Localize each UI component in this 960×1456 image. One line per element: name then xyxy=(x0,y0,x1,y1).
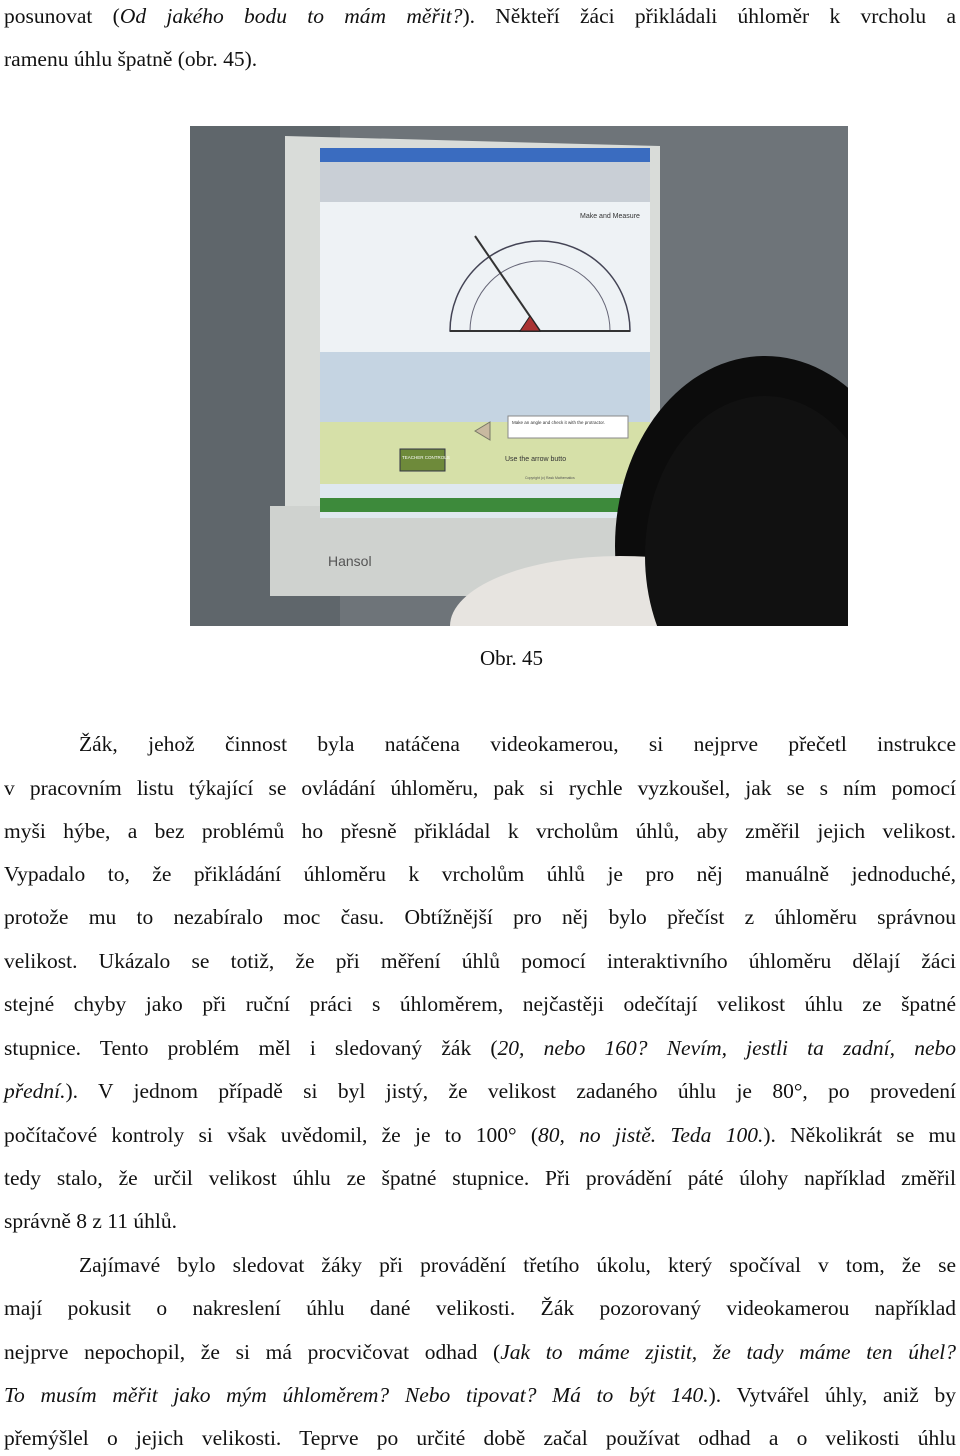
text-span: počítačové kontroly si však uvědomil, že je to 100° ( xyxy=(4,1123,539,1147)
text-span: ). Vytvářel úhly, aniž by xyxy=(708,1383,956,1407)
text-span: ). V jednom případě si byl jistý, že velikost zadaného úhlu je 80°, po provedení xyxy=(65,1079,956,1103)
text-line: myši hýbe, a bez problémů ho přesně přikládal k vrcholům úhlů, aby změřil jejich velikost. xyxy=(4,819,956,843)
text-span: nejprve nepochopil, že si má procvičovat odhad ( xyxy=(4,1340,501,1364)
teacher-controls-button: TEACHER CONTROLS xyxy=(402,455,450,460)
italic-quote: 20, nebo 160? Nevím, jestli ta zadní, nebo xyxy=(497,1036,956,1060)
monitor-brand: Hansol xyxy=(328,553,372,569)
text-span: stupnice. Tento problém měl i sledovaný žák ( xyxy=(4,1036,498,1060)
italic-quote: přední. xyxy=(4,1079,66,1103)
text-line: tedy stalo, že určil velikost úhlu ze špatné stupnice. Při provádění páté úlohy například změřil xyxy=(4,1166,956,1190)
text-line: mají pokusit o nakreslení úhlu dané velikosti. Žák pozorovaný videokamerou například xyxy=(4,1296,956,1320)
text-line: v pracovním listu týkající se ovládání úhloměru, pak si rychle vyzkoušel, jak se s ním pomocí xyxy=(4,776,956,800)
monitor-photo-drawing xyxy=(190,126,848,626)
text-line: správně 8 z 11 úhlů. xyxy=(4,1209,177,1233)
text-line: přemýšlel o jejich velikosti. Teprve po určité době začal používat odhad a o velikosti úhlu xyxy=(4,1426,956,1450)
italic-quote: Jak to máme zjistit, že tady máme ten úhel? xyxy=(500,1340,956,1364)
text-line: protože mu to nezabíralo moc času. Obtížnější pro něj bylo přečíst z úhloměru správnou xyxy=(4,905,956,929)
text-line: Žák, jehož činnost byla natáčena videokamerou, si nejprve přečetl instrukce xyxy=(79,732,956,756)
text-line xyxy=(4,2,956,30)
text-line xyxy=(4,1381,956,1409)
screen-heading: Make and Measure xyxy=(580,213,640,220)
text-span: ). Několikrát se mu xyxy=(763,1123,956,1147)
italic-quote: Od jakého bodu to mám měřit? xyxy=(119,4,463,28)
instruction-box: Make an angle and check it with the protractor. xyxy=(512,420,606,425)
italic-quote: To musím měřit jako mým úhloměrem? Nebo tipovat? Má to být 140. xyxy=(4,1383,709,1407)
text-line xyxy=(4,1034,956,1062)
text-line xyxy=(4,1077,956,1105)
text-line: velikost. Ukázalo se totiž, že při měření úhlů pomocí interaktivního úhloměru dělají žáci xyxy=(4,949,956,973)
copyright-text: Copyright (c) Rask Mathematics xyxy=(525,476,575,480)
hint-text: Use the arrow butto xyxy=(505,456,567,463)
text-line xyxy=(4,1121,956,1149)
figure-caption: Obr. 45 xyxy=(480,646,543,670)
text-span: ). Někteří žáci přikládali úhloměr k vrcholu a xyxy=(462,4,956,28)
text-line: ramenu úhlu špatně (obr. 45). xyxy=(4,47,258,71)
text-line: stejné chyby jako při ruční práci s úhloměrem, nejčastěji odečítají velikost úhlu ze špatné xyxy=(4,992,956,1016)
text-span: posunovat ( xyxy=(4,4,120,28)
text-line: Vypadalo to, že přikládání úhloměru k vrcholům úhlů je pro něj manuálně jednoduché, xyxy=(4,862,956,886)
text-line xyxy=(4,1338,956,1366)
italic-quote: 80, no jistě. Teda 100. xyxy=(538,1123,764,1147)
text-line: Zajímavé bylo sledovat žáky při provádění třetího úkolu, který spočíval v tom, že se xyxy=(79,1253,956,1277)
figure-photo xyxy=(190,126,848,626)
